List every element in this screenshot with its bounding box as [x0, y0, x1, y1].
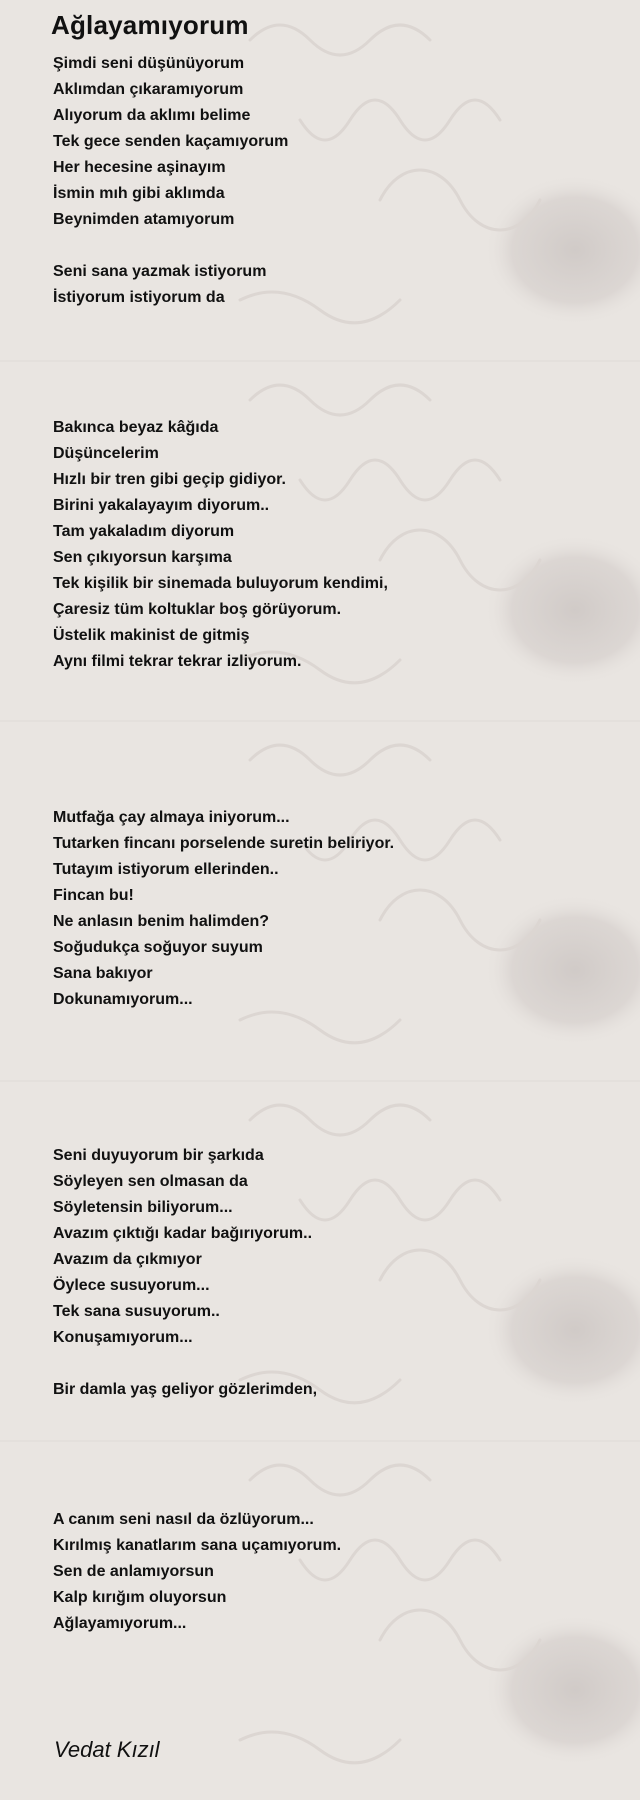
- poem-line: İsmin mıh gibi aklımda: [53, 185, 225, 202]
- poem-line: Ağlayamıyorum...: [53, 1615, 187, 1632]
- poem-line: Birini yakalayayım diyorum..: [53, 497, 270, 514]
- poem-line: Söyletensin biliyorum...: [53, 1199, 233, 1216]
- poem-line: Kalp kırığım oluyorsun: [53, 1589, 227, 1606]
- poem-line: Aklımdan çıkaramıyorum: [53, 81, 244, 98]
- poem-line: Avazım da çıkmıyor: [53, 1251, 202, 1268]
- stanza-gap: [53, 675, 613, 701]
- poem-line: Sana bakıyor: [53, 965, 153, 982]
- stanza-gap: [53, 1117, 613, 1143]
- stanza-gap: [53, 233, 613, 259]
- poem-line: Seni sana yazmak istiyorum: [53, 263, 267, 280]
- poem-line: Mutfağa çay almaya iniyorum...: [53, 809, 290, 826]
- stanza-gap: [53, 1481, 613, 1507]
- poem-line: Tek gece senden kaçamıyorum: [53, 133, 289, 150]
- stanza-gap: [53, 1429, 613, 1455]
- stanza-gap: [53, 337, 613, 363]
- poem-line: Bir damla yaş geliyor gözlerimden,: [53, 1381, 318, 1398]
- stanza-gap: [53, 311, 613, 337]
- poem-line: Düşüncelerim: [53, 445, 159, 462]
- stanza-gap: [53, 779, 613, 805]
- poem-title: Ağlayamıyorum: [51, 10, 249, 40]
- poem-line: Seni duyuyorum bir şarkıda: [53, 1147, 264, 1164]
- stanza-gap: [53, 1039, 613, 1065]
- stanza-gap: [53, 1351, 613, 1377]
- poem-line: Bakınca beyaz kâğıda: [53, 419, 219, 436]
- poem-line: Tek kişilik bir sinemada buluyorum kendimi,: [53, 575, 388, 592]
- poem-line: Hızlı bir tren gibi geçip gidiyor.: [53, 471, 286, 488]
- poem-line: Alıyorum da aklımı belime: [53, 107, 251, 124]
- poem-line: Tam yakaladım diyorum: [53, 523, 235, 540]
- poem-line: A canım seni nasıl da özlüyorum...: [53, 1511, 314, 1528]
- poem-line: Konuşamıyorum...: [53, 1329, 193, 1346]
- poem-line: Her hecesine aşinayım: [53, 159, 226, 176]
- poem-line: Sen çıkıyorsun karşıma: [53, 549, 232, 566]
- poem-line: Beynimden atamıyorum: [53, 211, 235, 228]
- poem-line: Üstelik makinist de gitmiş: [53, 627, 250, 644]
- poem-line: Şimdi seni düşünüyorum: [53, 55, 245, 72]
- poem-line: Aynı filmi tekrar tekrar izliyorum.: [53, 653, 302, 670]
- poem-author: Vedat Kızıl: [54, 1737, 160, 1762]
- poem-line: Tutayım istiyorum ellerinden..: [53, 861, 279, 878]
- poem-body: [53, 51, 613, 1637]
- poem-line: Sen de anlamıyorsun: [53, 1563, 214, 1580]
- poem-line: Öylece susuyorum...: [53, 1277, 210, 1294]
- stanza-gap: [53, 1403, 613, 1429]
- poem-line: Ne anlasın benim halimden?: [53, 913, 270, 930]
- poem-line: Tek sana susuyorum..: [53, 1303, 220, 1320]
- poem-line: Soğudukça soğuyor suyum: [53, 939, 263, 956]
- poem-line: Tutarken fincanı porselende suretin beliriyor.: [53, 835, 395, 852]
- stanza-gap: [53, 1065, 613, 1091]
- stanza-gap: [53, 701, 613, 727]
- poem-line: Avazım çıktığı kadar bağırıyorum..: [53, 1225, 313, 1242]
- poem-line: Fincan bu!: [53, 887, 134, 904]
- stanza-gap: [53, 363, 613, 389]
- poem-line: İstiyorum istiyorum da: [53, 289, 225, 306]
- poem-line: Çaresiz tüm koltuklar boş görüyorum.: [53, 601, 342, 618]
- poem-line: Söyleyen sen olmasan da: [53, 1173, 248, 1190]
- poem-line: Kırılmış kanatlarım sana uçamıyorum.: [53, 1537, 342, 1554]
- stanza-gap: [53, 753, 613, 779]
- stanza-gap: [53, 1091, 613, 1117]
- stanza-gap: [53, 1455, 613, 1481]
- stanza-gap: [53, 727, 613, 753]
- stanza-gap: [53, 389, 613, 415]
- poem-line: Dokunamıyorum...: [53, 991, 193, 1008]
- stanza-gap: [53, 1013, 613, 1039]
